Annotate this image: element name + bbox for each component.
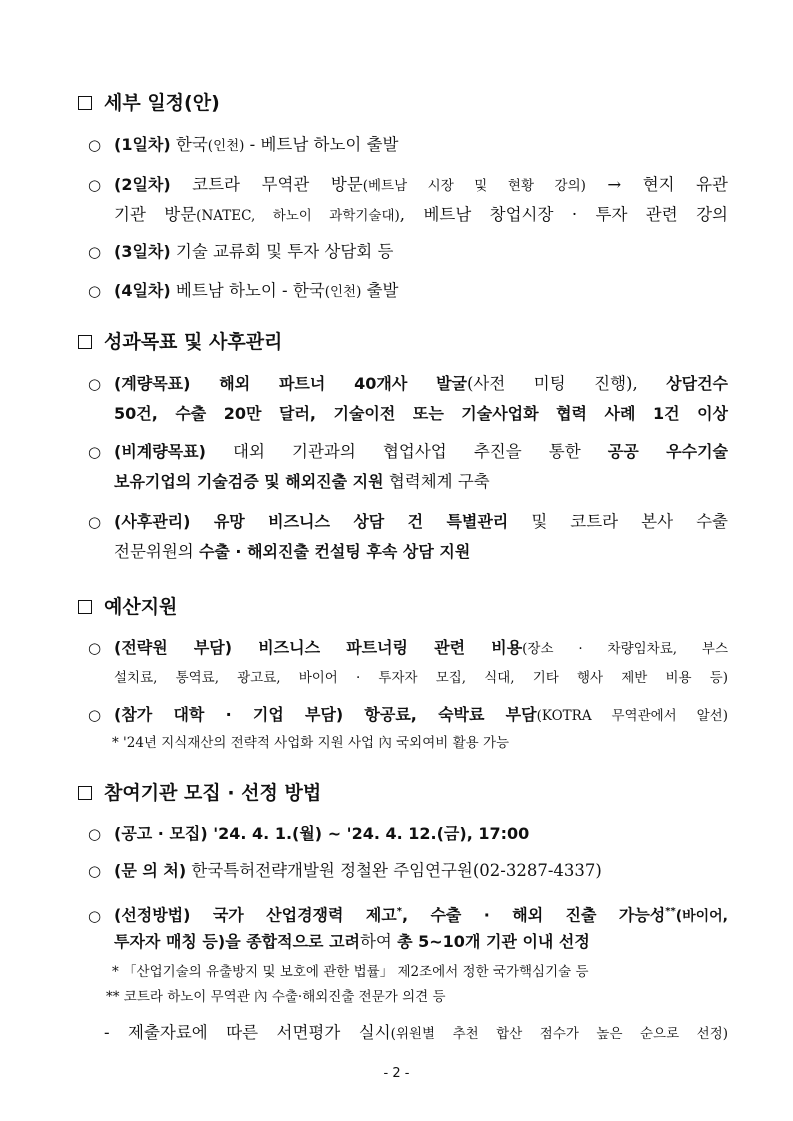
list-item: ○ (사후관리) 유망 비즈니스 상담 건 특별관리 및 코트라 본사 수출 전문위원의 수출 · 해외진출 컨설팅 후속 상담 지원: [88, 507, 728, 567]
page-number: - 2 -: [383, 1066, 410, 1081]
section-heading-budget: 예산지원: [78, 592, 177, 622]
checkbox-square-icon: [78, 96, 92, 110]
circle-bullet-icon: ○: [88, 906, 102, 925]
footnote: * '24년 지식재산의 전략적 사업화 지원 사업 內 국외여비 활용 가능: [112, 735, 510, 751]
circle-bullet-icon: ○: [88, 825, 102, 843]
list-item: ○ (선정방법) 국가 산업경쟁력 제고*, 수출 · 해외 진출 가능성**(바이어, 투자자 매칭 등)을 종합적으로 고려하여 총 5~10개 기관 이내 선정: [88, 897, 728, 957]
list-item: ○ (2일차) 코트라 무역관 방문(베트남 시장 및 현황 강의) → 현지 유관 기관 방문(NATEC, 하노이 과학기술대), 베트남 창업시장 · 투자 관련 강의: [88, 170, 728, 230]
section-heading-goals: 성과목표 및 사후관리: [78, 327, 282, 357]
circle-bullet-icon: ○: [88, 862, 102, 880]
footnote: ** 코트라 하노이 무역관 內 수출·해외진출 전문가 의견 등: [106, 989, 446, 1005]
section-heading-schedule: 세부 일정(안): [78, 88, 220, 118]
circle-bullet-icon: ○: [88, 375, 102, 393]
dash-item: - 제출자료에 따른 서면평가 실시(위원별 추천 합산 점수가 높은 순으로 선정): [104, 1023, 728, 1042]
list-item: ○ (문 의 처) 한국특허전략개발원 정철완 주임연구원(02-3287-4337): [88, 856, 728, 886]
circle-bullet-icon: ○: [88, 513, 102, 531]
list-item: ○ (3일차) 기술 교류회 및 투자 상담회 등: [88, 237, 728, 267]
footnote: * 「산업기술의 유출방지 및 보호에 관한 법률」 제2조에서 정한 국가핵심기술 등: [112, 964, 589, 980]
list-item: ○ (공고 · 모집) '24. 4. 1.(월) ~ '24. 4. 12.(금), 17:00: [88, 819, 728, 849]
checkbox-square-icon: [78, 786, 92, 800]
list-item: ○ (전략원 부담) 비즈니스 파트너링 관련 비용(장소 · 차량임차료, 부스 설치료, 통역료, 광고료, 바이어 · 투자자 모집, 식대, 기타 행사 제반 비용 등): [88, 633, 728, 693]
circle-bullet-icon: ○: [88, 136, 102, 154]
checkbox-square-icon: [78, 335, 92, 349]
circle-bullet-icon: ○: [88, 176, 102, 194]
list-item: ○ (참가 대학 · 기업 부담) 항공료, 숙박료 부담(KOTRA 무역관에서 알선): [88, 700, 728, 730]
list-item: ○ (1일차) 한국(인천) - 베트남 하노이 출발: [88, 130, 728, 160]
checkbox-square-icon: [78, 600, 92, 614]
list-item: ○ (계량목표) 해외 파트너 40개사 발굴(사전 미팅 진행), 상담건수 50건, 수출 20만 달러, 기술이전 또는 기술사업화 협력 사례 1건 이상: [88, 369, 728, 429]
circle-bullet-icon: ○: [88, 706, 102, 724]
list-item: ○ (4일차) 베트남 하노이 - 한국(인천) 출발: [88, 276, 728, 306]
circle-bullet-icon: ○: [88, 282, 102, 300]
list-item: ○ (비계량목표) 대외 기관과의 협업사업 추진을 통한 공공 우수기술 보유기업의 기술검증 및 해외진출 지원 협력체계 구축: [88, 437, 728, 497]
section-heading-selection: 참여기관 모집 · 선정 방법: [78, 778, 321, 808]
circle-bullet-icon: ○: [88, 443, 102, 461]
circle-bullet-icon: ○: [88, 639, 102, 657]
circle-bullet-icon: ○: [88, 243, 102, 261]
